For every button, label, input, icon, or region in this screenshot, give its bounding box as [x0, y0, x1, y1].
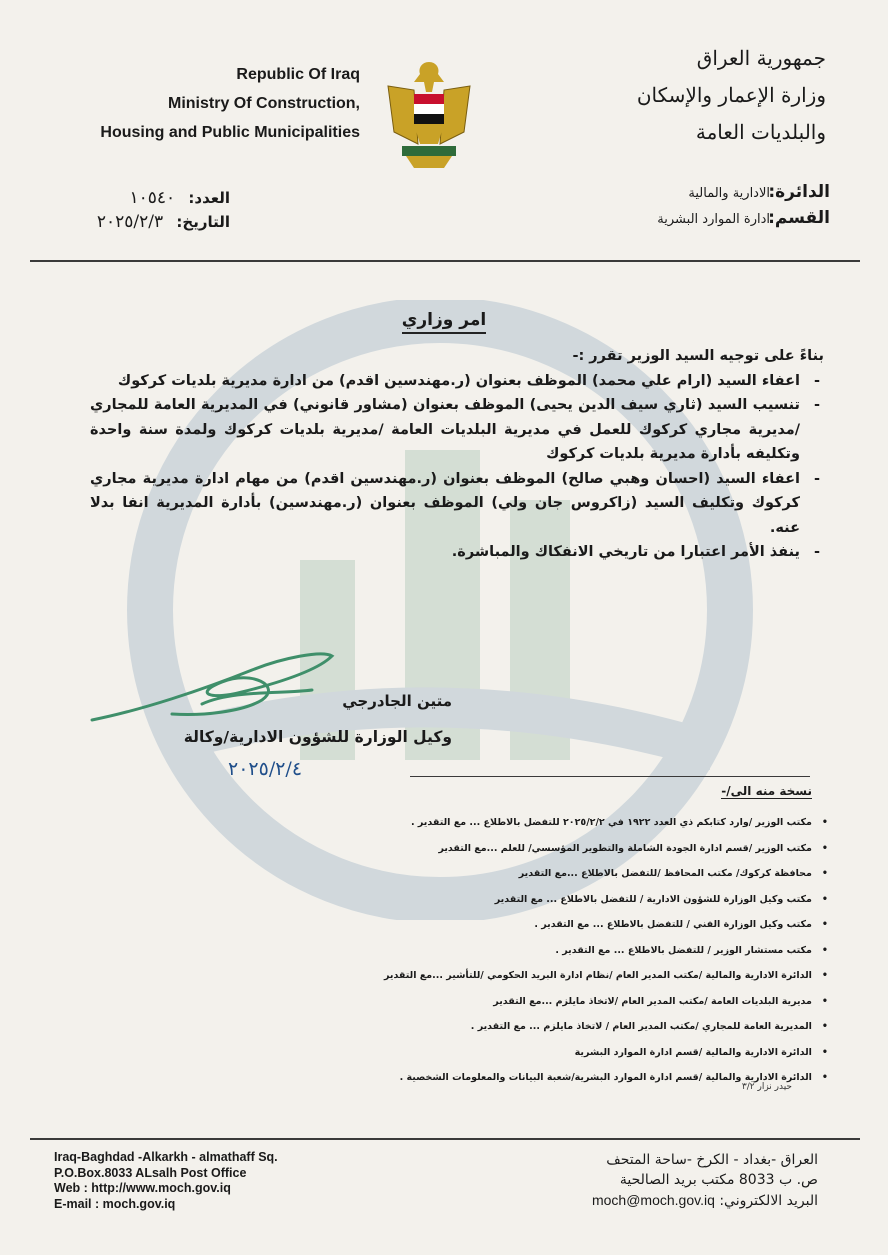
copy-recipient: • مديرية البلديات العامة /مكتب المدير العام /لاتخاذ مايلزم ...مع التقدير — [268, 989, 828, 1015]
footer-arabic — [498, 1150, 818, 1211]
copy-recipient: • مكتب وكيل الوزارة الفني / للتفضل بالاطلاع ... مع التقدير . — [268, 912, 828, 938]
directorate-value: الادارية والمالية — [688, 186, 770, 201]
order-item: - تنسيب السيد (ثاري سيف الدين يحيى) الموظف بعنوان (مشاور قانوني) في المديرية العامة للمجاري /مديرية مجاري كركوك للعمل في مديرية البلديات العامة /مديرية بلديات كركوك ولمدة سنة واحدة وتكليفه بأدارة مديرية بلديات كركوك — [90, 393, 800, 467]
footer-divider — [30, 1138, 860, 1140]
copies-heading — [721, 784, 812, 798]
reference-date-row — [30, 210, 230, 234]
reference-number-row — [30, 186, 230, 210]
footer-address: Iraq-Baghdad -Alkarkh - almathaff Sq. — [54, 1150, 278, 1164]
handwritten-signature — [82, 630, 342, 740]
header-arabic-country: جمهورية العراق — [696, 46, 826, 70]
footer-email-link[interactable]: moch@moch.gov.iq — [591, 1192, 715, 1208]
directorate-label: الدائرة: — [768, 182, 830, 202]
footer-arabic-pobox: ص. ب 8033 مكتب بريد الصالحية — [619, 1172, 818, 1188]
reference-block — [30, 186, 230, 234]
header-ministry-line2: Housing and Public Municipalities — [100, 124, 360, 141]
copy-recipient: • الدائرة الادارية والمالية /قسم ادارة الموارد البشرية — [268, 1040, 828, 1066]
copy-recipient: • مكتب الوزير /قسم ادارة الجودة الشاملة والتطوير المؤسسي/ للعلم ...مع التقدير — [268, 836, 828, 862]
eagle-emblem-icon — [384, 52, 474, 174]
copy-recipient: • المديرية العامة للمجاري /مكتب المدير العام / لاتخاذ مايلزم ... مع التقدير . — [268, 1014, 828, 1040]
section-row — [510, 206, 830, 232]
copies-note: حيدر نزار ٣/٢ — [741, 1082, 792, 1092]
copy-recipient: • مكتب مستشار الوزير / للتفضل بالاطلاع ... مع التقدير . — [268, 938, 828, 964]
copies-list — [268, 810, 828, 1091]
header-arabic — [536, 40, 826, 151]
header-arabic-municipalities: والبلديات العامة — [695, 120, 826, 144]
footer-email[interactable]: E-mail : moch.gov.iq — [54, 1196, 176, 1211]
footer-english — [54, 1150, 434, 1212]
signature-date: ٢٠٢٥/٢/٤ — [228, 758, 303, 780]
header-ministry-line1: Ministry Of Construction, — [168, 95, 360, 112]
footer-arabic-email-row — [498, 1190, 818, 1211]
directorate-row — [510, 180, 830, 206]
reference-date-label: التاريخ: — [176, 213, 230, 231]
reference-number-label: العدد: — [188, 189, 230, 207]
section-value: ادارة الموارد البشرية — [657, 212, 770, 227]
signatory-title: وكيل الوزارة للشؤون الادارية/وكالة — [183, 728, 452, 746]
footer-web-link[interactable]: Web : http://www.moch.gov.iq — [54, 1181, 231, 1195]
reference-number-value: ١٠٥٤٠ — [129, 188, 176, 208]
reference-date-value: ٢٠٢٥/٢/٣ — [96, 212, 164, 232]
footer-arabic-address: العراق -بغداد - الكرخ -ساحة المتحف — [606, 1152, 818, 1168]
order-items — [90, 369, 824, 565]
order-item: - ينفذ الأمر اعتبارا من تاريخي الانفكاك والمباشرة. — [90, 540, 800, 565]
copies-heading-text: نسخة منه الى/- — [721, 784, 812, 798]
signatory-name: متين الجادرجي — [342, 692, 452, 710]
department-block — [510, 180, 830, 232]
document-title — [0, 310, 888, 330]
footer-arabic-email-label: البريد الالكتروني: — [719, 1193, 818, 1209]
copy-recipient: • محافظة كركوك/ مكتب المحافظ /للتفضل بالاطلاع ...مع التقدير — [268, 861, 828, 887]
copy-recipient: • الدائرة الادارية والمالية /مكتب المدير العام /نظام ادارة البريد الحكومي /للتأشير ...مع التقدير — [268, 963, 828, 989]
document-title-text: امر وزاري — [402, 310, 486, 334]
footer-pobox: P.O.Box.8033 ALsalh Post Office — [54, 1165, 247, 1180]
header-divider — [30, 260, 860, 262]
section-label: القسم: — [768, 208, 830, 228]
copy-recipient: • مكتب الوزير /وارد كتابكم ذي العدد ١٩٢٢ في ٢٠٢٥/٢/٢ للتفضل بالاطلاع ... مع التقدير . — [268, 810, 828, 836]
header-english — [30, 60, 360, 147]
order-intro: بناءً على توجيه السيد الوزير تقرر :- — [572, 348, 824, 364]
copy-recipient: • الدائرة الادارية والمالية /قسم ادارة الموارد البشرية/شعبة البيانات والمعلومات الشخصية . — [268, 1065, 828, 1091]
header-arabic-ministry: وزارة الإعمار والإسكان — [636, 83, 826, 107]
copies-divider — [410, 776, 810, 777]
order-item: - اعفاء السيد (احسان وهبي صالح) الموظف بعنوان (ر.مهندسين اقدم) من مهام ادارة مديرية مجاري كركوك وتكليف السيد (زاكروس جان ولي) الموظف بعنوان (ر.مهندسين) بأدارة المديرية انفا بدلا عنه. — [90, 467, 800, 541]
order-item: - اعفاء السيد (ارام علي محمد) الموظف بعنوان (ر.مهندسين اقدم) من ادارة مديرية بلديات كركوك — [90, 369, 800, 394]
order-body — [90, 344, 824, 565]
copy-recipient: • مكتب وكيل الوزارة للشؤون الادارية / للتفضل بالاطلاع ... مع التقدير — [268, 887, 828, 913]
header-country: Republic Of Iraq — [236, 66, 360, 83]
